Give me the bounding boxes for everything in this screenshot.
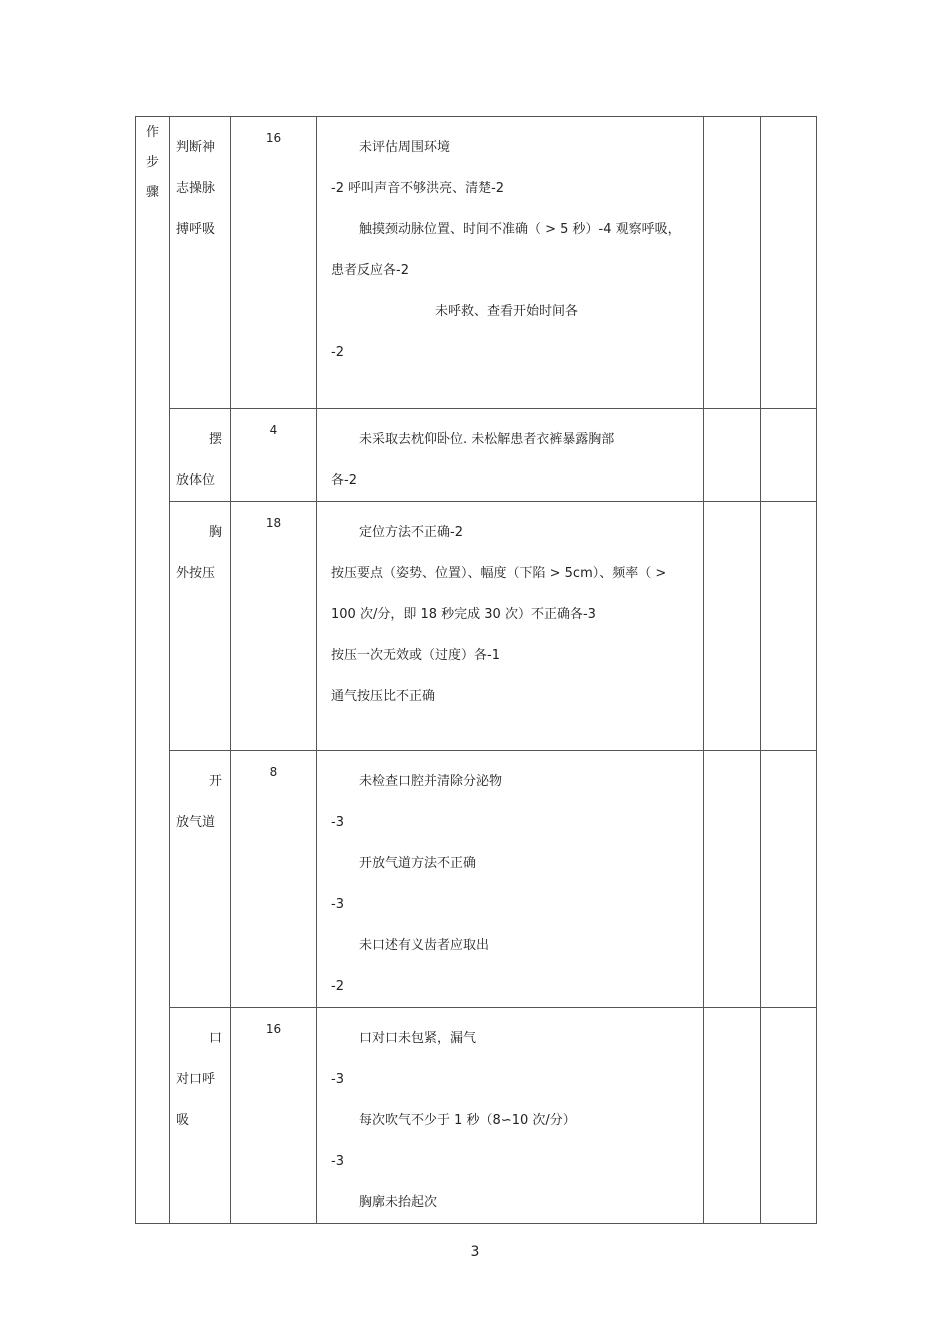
- deduction-line: 口对口未包紧，漏气: [359, 1031, 477, 1046]
- item-cell: [170, 1008, 231, 1224]
- deduction-cell: [317, 1008, 704, 1224]
- item-cell: [170, 409, 231, 502]
- deduction-cell: [317, 117, 704, 409]
- empty-remark-cell: [761, 751, 817, 1008]
- page-number: 3: [470, 1244, 480, 1260]
- deduction-line: 每次吹气不少于 1 秒（8∽10 次/分）: [359, 1113, 576, 1128]
- deduction-line: -3: [331, 1072, 344, 1087]
- category-char: 步: [145, 155, 159, 170]
- points-cell: 16: [231, 1008, 317, 1224]
- table-row: [136, 1008, 817, 1224]
- deduction-line: 未评估周围环境: [359, 140, 451, 155]
- item-label: 放体位: [176, 473, 216, 488]
- item-label: 志操脉: [176, 181, 216, 196]
- empty-score-cell: [704, 117, 761, 409]
- deduction-line: 定位方法不正确-2: [359, 525, 463, 540]
- empty-score-cell: [704, 409, 761, 502]
- scoring-table: [135, 116, 817, 1224]
- empty-remark-cell: [761, 1008, 817, 1224]
- deduction-cell: [317, 409, 704, 502]
- item-label: 对口呼: [176, 1072, 216, 1087]
- points-cell: 16: [231, 117, 317, 409]
- item-cell: [170, 751, 231, 1008]
- deduction-cell: [317, 502, 704, 751]
- category-char: 骤: [145, 185, 159, 200]
- item-label: 摆: [208, 432, 222, 447]
- empty-score-cell: [704, 751, 761, 1008]
- deduction-line: 各-2: [331, 473, 357, 488]
- deduction-line: 未口述有义齿者应取出: [359, 938, 490, 953]
- table-row: [136, 117, 817, 409]
- deduction-line: 触摸颈动脉位置、时间不准确（ > 5 秒）-4 观察呼吸，: [359, 222, 681, 237]
- empty-score-cell: [704, 502, 761, 751]
- deduction-line: 患者反应各-2: [331, 263, 409, 278]
- empty-remark-cell: [761, 117, 817, 409]
- table-row: [136, 502, 817, 751]
- deduction-line: -2: [331, 345, 344, 360]
- item-cell: [170, 117, 231, 409]
- item-label: 判断神: [176, 140, 216, 155]
- deduction-line: 未采取去枕仰卧位. 未松解患者衣裤暴露胸部: [359, 432, 615, 447]
- category-cell: [136, 117, 170, 1224]
- empty-score-cell: [704, 1008, 761, 1224]
- deduction-line: 100 次/分，即 18 秒完成 30 次）不正确各-3: [331, 607, 596, 622]
- deduction-line: -3: [331, 897, 344, 912]
- item-label: 吸: [176, 1113, 190, 1128]
- deduction-line: 开放气道方法不正确: [359, 856, 477, 871]
- item-label: 放气道: [176, 815, 216, 830]
- item-label: 胸: [208, 525, 222, 540]
- table-row: [136, 409, 817, 502]
- category-char: 作: [145, 125, 159, 140]
- points-cell: 8: [231, 751, 317, 1008]
- points-cell: 4: [231, 409, 317, 502]
- item-cell: [170, 502, 231, 751]
- deduction-line: -2: [331, 979, 344, 994]
- empty-remark-cell: [761, 409, 817, 502]
- deduction-cell: [317, 751, 704, 1008]
- deduction-line: 未检查口腔并清除分泌物: [359, 774, 503, 789]
- deduction-line: 通气按压比不正确: [331, 689, 436, 704]
- deduction-line: 按压一次无效或（过度）各-1: [331, 648, 500, 663]
- deduction-line: -3: [331, 815, 344, 830]
- points-cell: 18: [231, 502, 317, 751]
- deduction-line: -3: [331, 1154, 344, 1169]
- deduction-line: 按压要点（姿势、位置）、幅度（下陷 > 5cm）、频率（ >: [331, 566, 667, 581]
- item-label: 搏呼吸: [176, 222, 216, 237]
- deduction-line: -2 呼叫声音不够洪亮、清楚-2: [331, 181, 505, 196]
- deduction-line: 胸廓未抬起次: [359, 1195, 438, 1210]
- item-label: 开: [208, 774, 222, 789]
- table-row: [136, 751, 817, 1008]
- item-label: 口: [208, 1031, 222, 1046]
- deduction-line: 未呼救、查看开始时间各: [435, 304, 579, 319]
- item-label: 外按压: [176, 566, 216, 581]
- empty-remark-cell: [761, 502, 817, 751]
